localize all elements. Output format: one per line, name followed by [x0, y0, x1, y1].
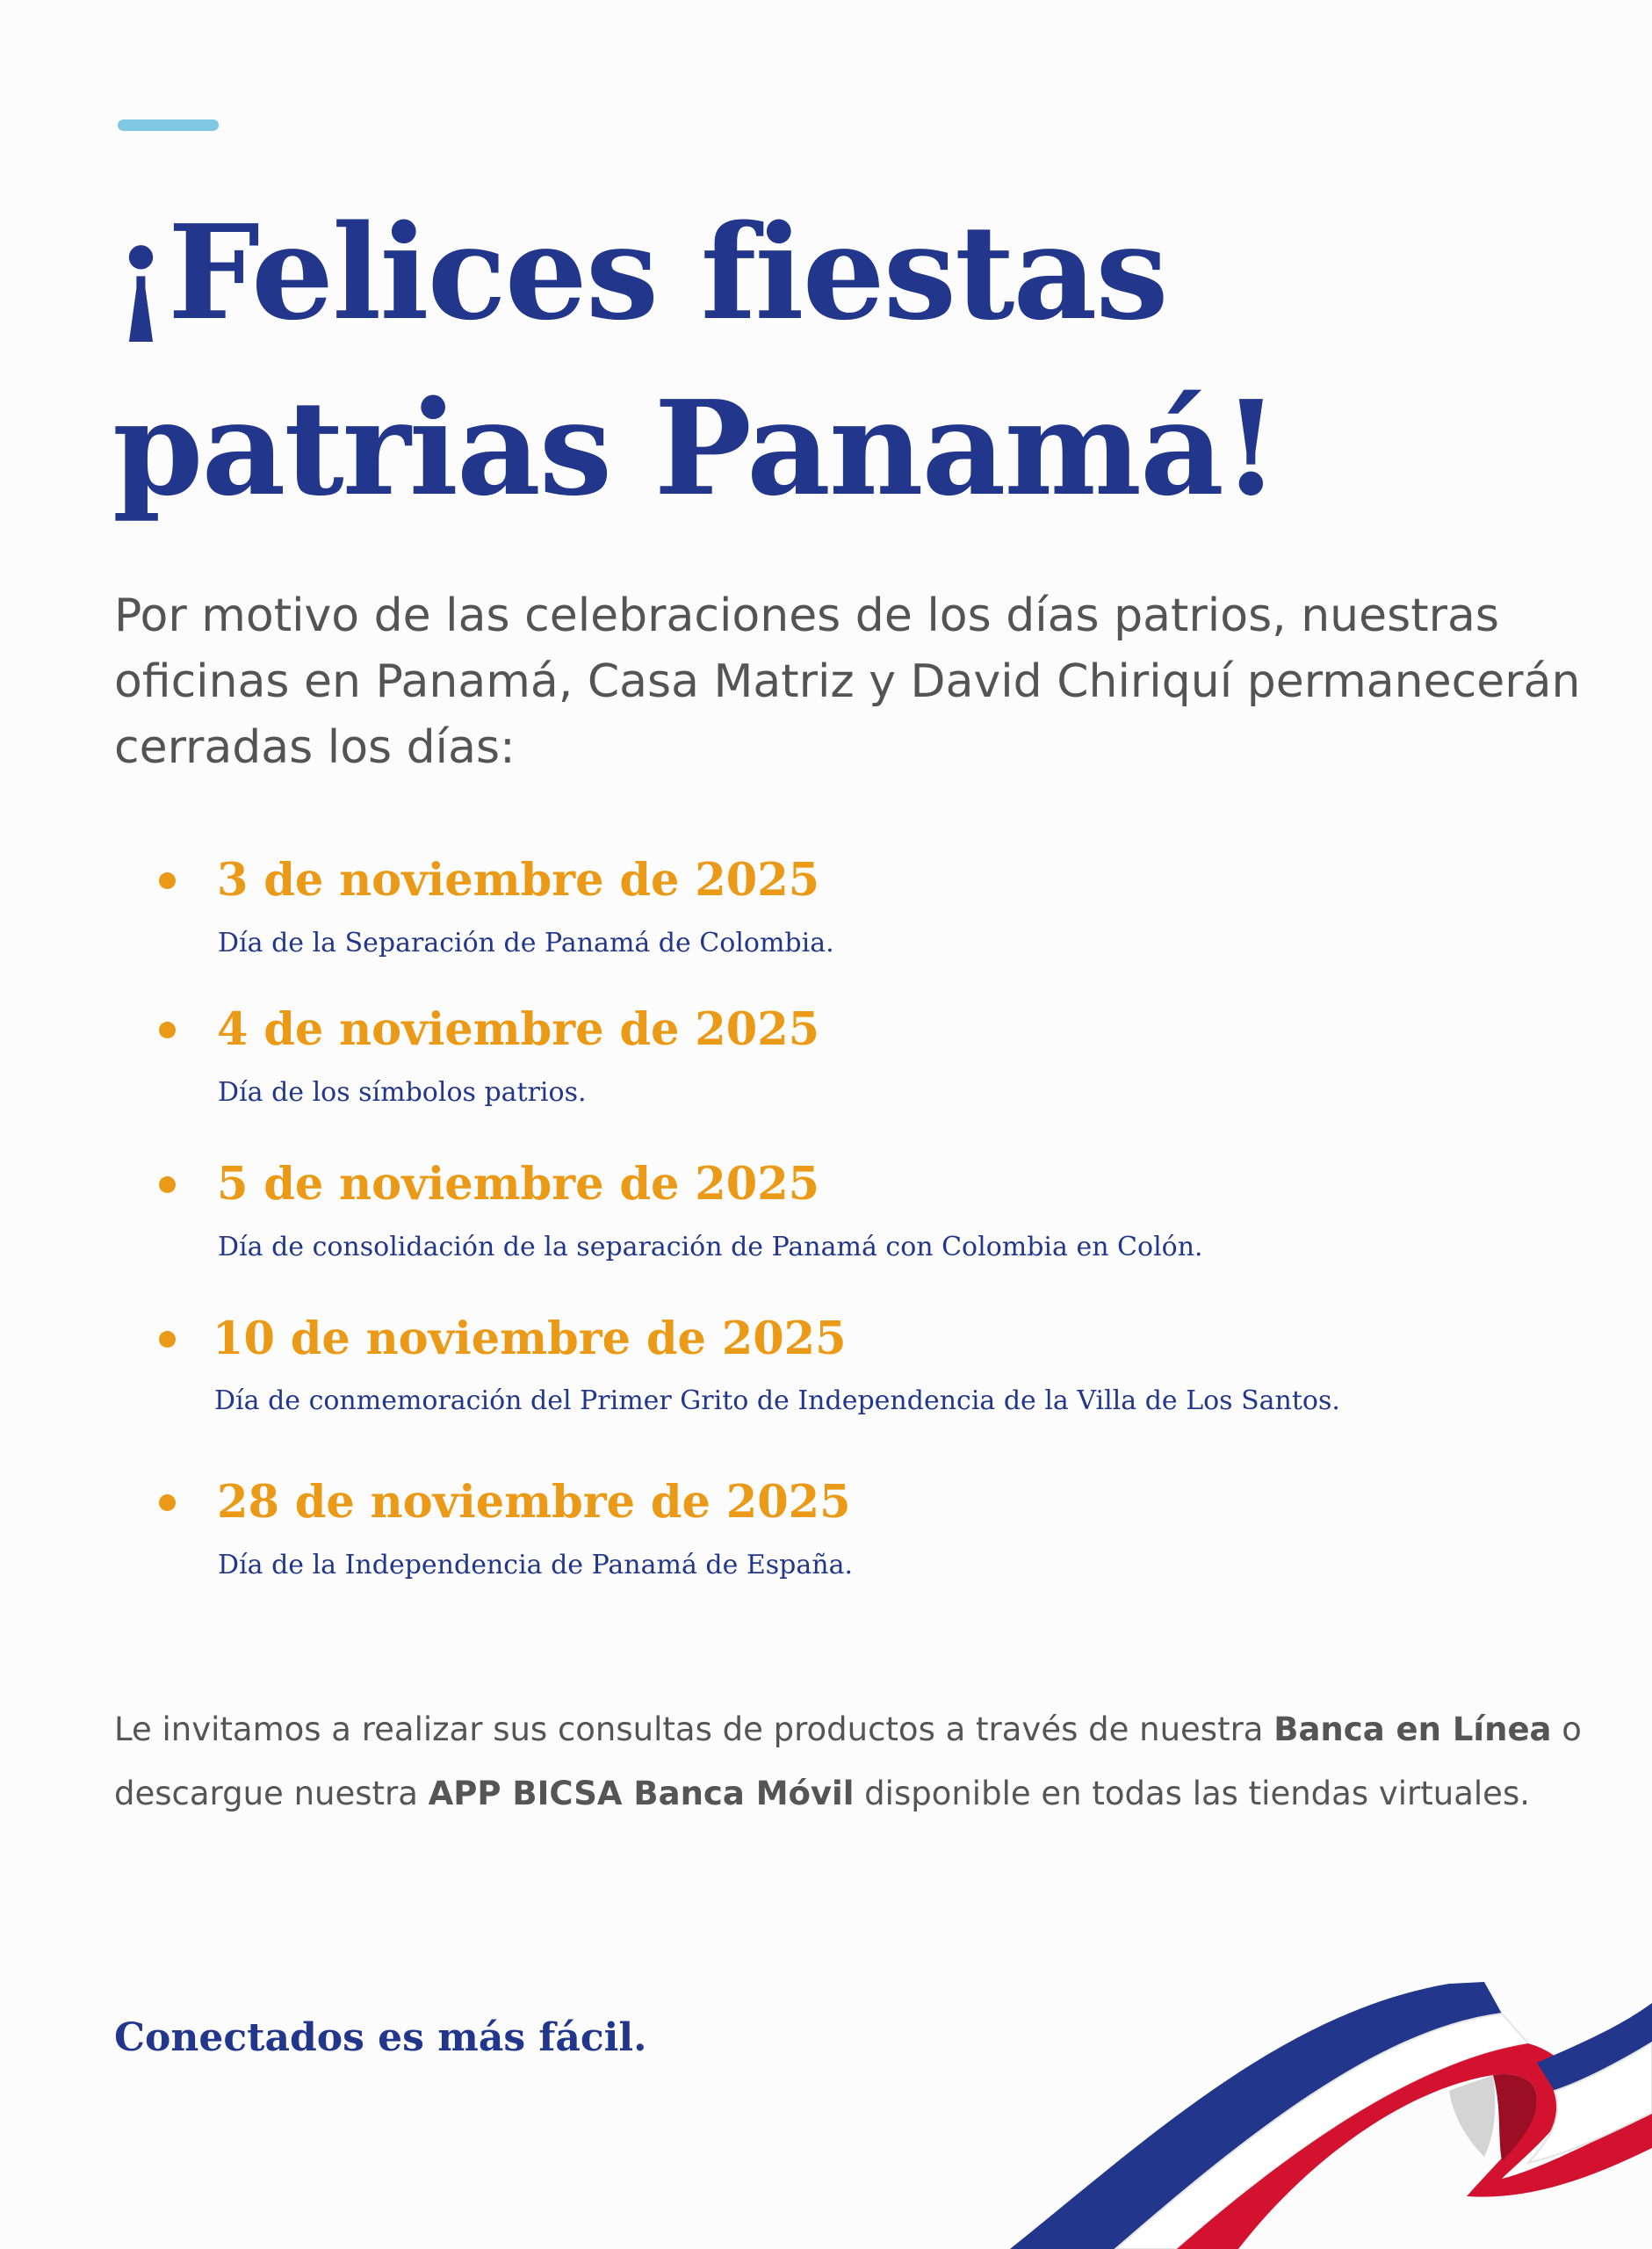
holiday-date: 4 de noviembre de 2025 [217, 1003, 820, 1056]
holiday-description: Día de la Separación de Panamá de Colombia. [218, 928, 834, 958]
invite-text-3: disponible en todas las tiendas virtuales. [854, 1775, 1530, 1812]
accent-bar [118, 119, 219, 131]
ribbon-gray-fold [1449, 2075, 1495, 2157]
holiday-date: 5 de noviembre de 2025 [217, 1158, 820, 1211]
invite-text-2: o descargue nuestra [114, 1710, 1582, 1812]
invite-text-1: Le invitamos a realizar sus consultas de productos a través de nuestra [114, 1710, 1274, 1748]
title-line-2: patrias Panamá! [112, 372, 1278, 524]
tagline: Conectados es más fácil. [114, 2015, 647, 2060]
bullet-icon [159, 872, 176, 889]
flag-ribbon-image [1010, 1959, 1652, 2249]
holiday-date: 10 de noviembre de 2025 [213, 1313, 847, 1365]
holiday-date: 28 de noviembre de 2025 [217, 1476, 851, 1529]
title-line-1: ¡Felices fiestas [112, 196, 1167, 349]
holiday-description: Día de consolidación de la separación de Panamá con Colombia en Colón. [218, 1232, 1203, 1262]
holiday-description: Día de conmemoración del Primer Grito de Independencia de la Villa de Los Santos. [214, 1385, 1340, 1416]
bullet-icon [159, 1176, 176, 1193]
holiday-date: 3 de noviembre de 2025 [217, 854, 820, 907]
page-title [112, 184, 1518, 536]
bullet-icon [159, 1494, 176, 1511]
app-name-text: APP BICSA Banca Móvil [428, 1775, 855, 1812]
invite-paragraph [114, 1697, 1607, 1826]
bullet-icon [159, 1331, 176, 1348]
banca-en-linea-text: Banca en Línea [1273, 1710, 1552, 1748]
intro-paragraph: Por motivo de las celebraciones de los días patrios, nuestras oficinas en Panamá, Casa Matriz y David Chiriquí permanecerán cerradas los días: [114, 589, 1581, 774]
bullet-icon [159, 1022, 176, 1038]
holiday-description: Día de los símbolos patrios. [218, 1077, 587, 1108]
holiday-description: Día de la Independencia de Panamá de España. [218, 1550, 854, 1580]
